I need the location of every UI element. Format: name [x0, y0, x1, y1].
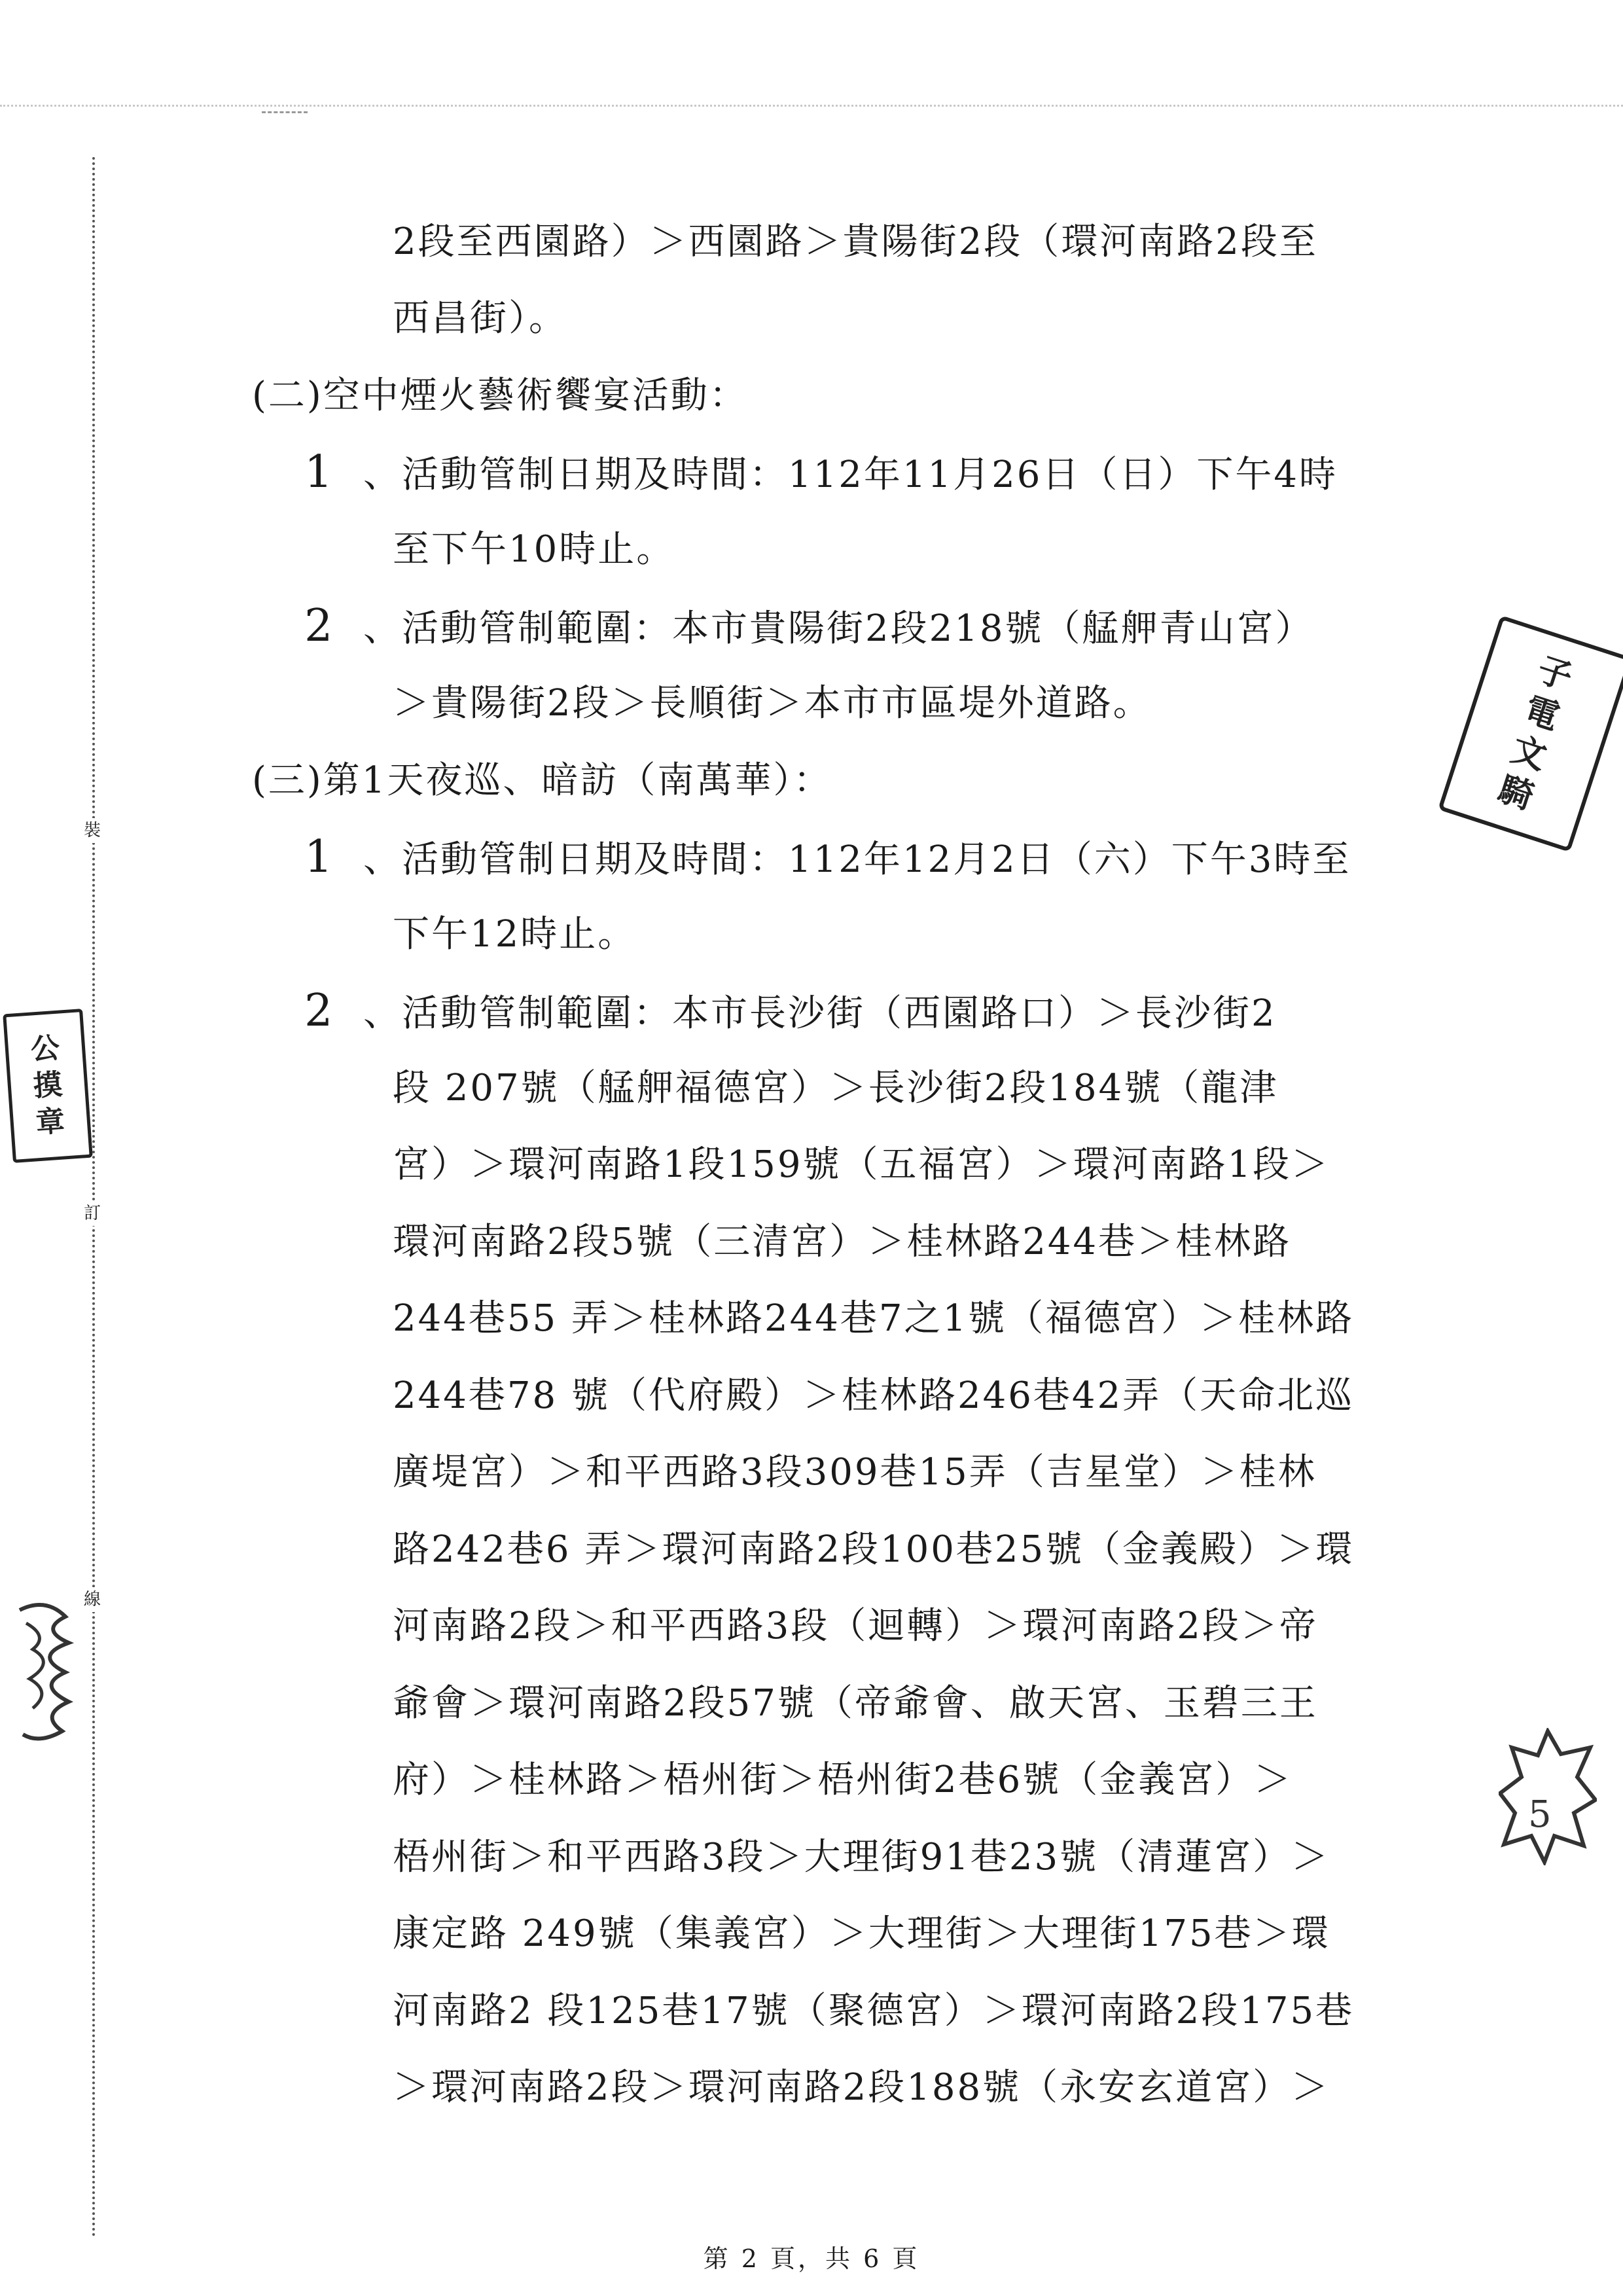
text-line-25: ＞環河南路2段＞環河南路2段188號（永安玄道宮）＞ [393, 2066, 1330, 2109]
section-heading-3: (三)第1天夜巡、暗訪（南萬華）： [252, 759, 832, 802]
item-separator: 、 [363, 607, 402, 650]
item-text: 活動管制日期及時間：112年11月26日（日）下午4時 [402, 454, 1338, 496]
item-text: 活動管制日期及時間：112年12月2日（六）下午3時至 [402, 838, 1351, 881]
text-line-10: 下午12時止。 [393, 913, 637, 956]
item-number: 2 [304, 985, 335, 1037]
text-line-1: 2段至西園路）＞西園路＞貴陽街2段（環河南路2段至 [393, 221, 1318, 263]
item-1-line-1 [304, 446, 1338, 501]
stamp-right-char-2: 電 [1519, 689, 1565, 738]
stamp-left-char-3: 章 [35, 1104, 66, 1140]
text-line-12: 段 207號（艋舺福德宮）＞長沙街2段184號（龍津 [393, 1067, 1279, 1109]
page-footer: 第 2 頁，共 6 頁 [703, 2244, 920, 2273]
stamp-left-char-2: 摸 [32, 1067, 63, 1103]
stamp-right-char-4: 騎 [1493, 768, 1539, 817]
text-line-22: 梧州街＞和平西路3段＞大理街91巷23號（清蓮宮）＞ [393, 1836, 1330, 1878]
stamp-right-char-1: 子 [1532, 649, 1577, 698]
binding-label-xian: 線 [84, 1587, 101, 1612]
text-line-23: 康定路 249號（集義宮）＞大理街＞大理街175巷＞環 [393, 1912, 1330, 1955]
text-line-20: 爺會＞環河南路2段57號（帝爺會、啟天宮、玉碧三王 [393, 1682, 1318, 1725]
text-line-19: 河南路2段＞和平西路3段（迴轉）＞環河南路2段＞帝 [393, 1605, 1318, 1647]
page-seal-number: 5 [1528, 1793, 1552, 1836]
text-line-18: 路242巷6 弄＞環河南路2段100巷25號（金義殿）＞環 [393, 1528, 1355, 1571]
section-heading-2: (二)空中煙火藝術饗宴活動： [252, 374, 748, 417]
item-number: 1 [304, 831, 335, 883]
text-line-14: 環河南路2段5號（三清宮）＞桂林路244巷＞桂林路 [393, 1221, 1292, 1263]
text-line-5: 至下午10時止。 [393, 528, 675, 571]
item-separator: 、 [363, 838, 402, 881]
item-2-line-1 [304, 600, 1314, 655]
text-line-7: ＞貴陽街2段＞長順街＞本市市區堤外道路。 [393, 682, 1152, 725]
stamp-left-char-1: 公 [29, 1031, 61, 1067]
text-line-15: 244巷55 弄＞桂林路244巷7之1號（福德宮）＞桂林路 [393, 1297, 1355, 1340]
binding-label-ding: 訂 [84, 1201, 101, 1226]
item-2-line-1 [304, 985, 1277, 1040]
binding-label-zhuang: 裝 [84, 818, 101, 843]
stamp-right-char-3: 文 [1507, 728, 1552, 778]
text-line-2: 西昌街）。 [393, 297, 567, 340]
item-number: 2 [304, 600, 335, 652]
item-number: 1 [304, 446, 335, 498]
item-1-line-1 [304, 831, 1351, 886]
text-line-24: 河南路2 段125巷17號（聚德宮）＞環河南路2段175巷 [393, 1990, 1355, 2032]
item-text: 活動管制範圍：本市長沙街（西園路口）＞長沙街2 [402, 992, 1277, 1035]
text-line-16: 244巷78 號（代府殿）＞桂林路246巷42弄（天命北巡 [393, 1374, 1355, 1417]
item-separator: 、 [363, 992, 402, 1035]
text-line-21: 府）＞桂林路＞梧州街＞梧州街2巷6號（金義宮）＞ [393, 1759, 1293, 1801]
text-line-17: 廣堤宮）＞和平西路3段309巷15弄（吉星堂）＞桂林 [393, 1451, 1317, 1494]
text-line-13: 宮）＞環河南路1段159號（五福宮）＞環河南路1段＞ [393, 1143, 1330, 1186]
item-separator: 、 [363, 454, 402, 496]
item-text: 活動管制範圍：本市貴陽街2段218號（艋舺青山宮） [402, 607, 1314, 650]
